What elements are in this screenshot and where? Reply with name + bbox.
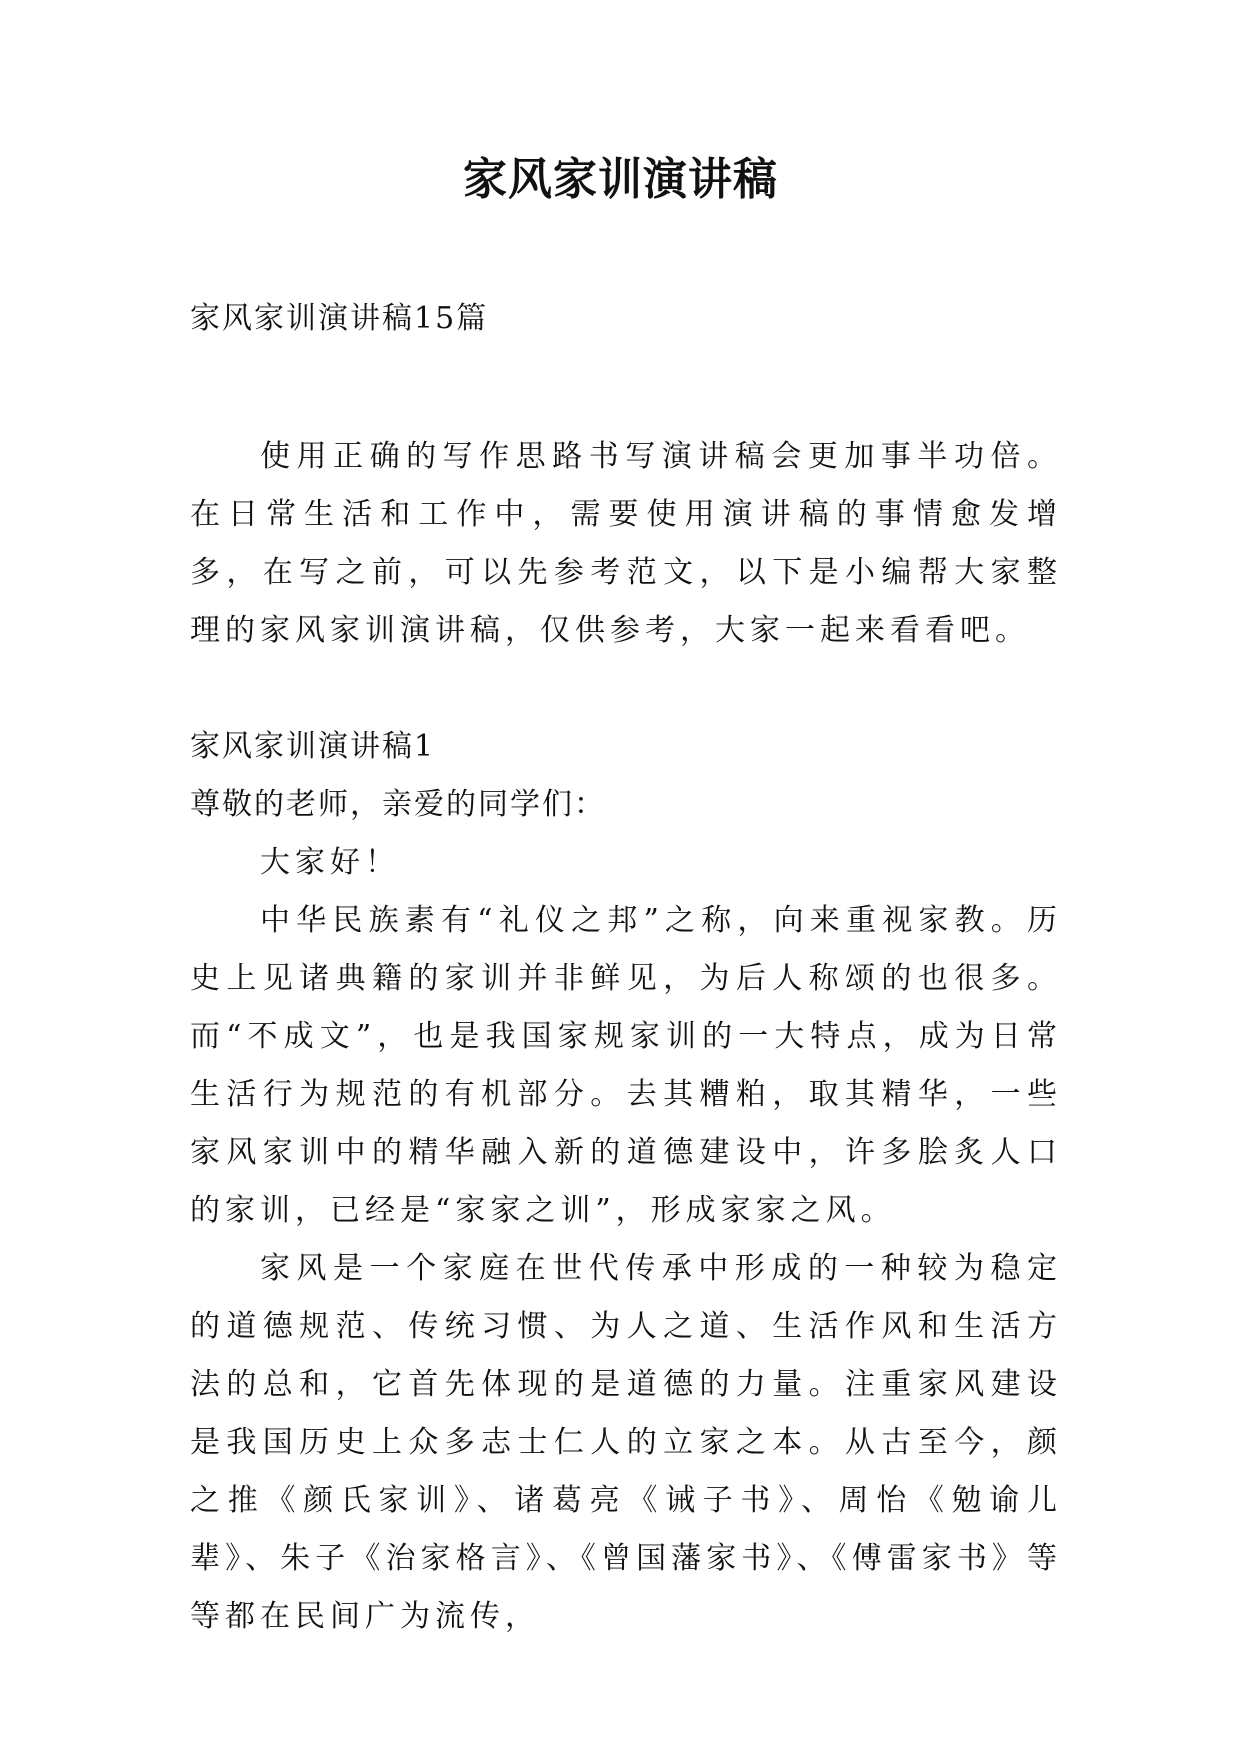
body-paragraph: 家风是一个家庭在世代传承中形成的一种较为稳定的道德规范、传统习惯、为人之道、生活作风和生活方法的总和，它首先体现的是道德的力量。注重家风建设是我国历史上众多志士仁人的立家之本。从古至今，颜之推《颜氏家训》、诸葛亮《诫子书》、周怡《勉谕儿辈》、朱子《治家格言》、《曾国藩家书》、《傅雷家书》等等都在民间广为流传，: [190, 1251, 1062, 1634]
intro-paragraph: 使用正确的写作思路书写演讲稿会更加事半功倍。在日常生活和工作中，需要使用演讲稿的事情愈发增多，在写之前，可以先参考范文，以下是小编帮大家整理的家风家训演讲稿，仅供参考，大家一起来看看吧。: [190, 439, 1062, 648]
body-paragraph: 中华民族素有“礼仪之邦”之称，向来重视家教。历史上见诸典籍的家训并非鲜见，为后人称颂的也很多。而“不成文”，也是我国家规家训的一大特点，成为日常生活行为规范的有机部分。去其糟粕，取其精华，一些家风家训中的精华融入新的道德建设中，许多脍炙人口的家训，已经是“家家之训”，形成家家之风。: [190, 903, 1062, 1228]
greeting: 大家好！: [260, 845, 400, 880]
document-body: [190, 290, 1062, 1646]
document-subtitle: 家风家训演讲稿15篇: [190, 301, 489, 336]
section-title: 家风家训演讲稿1: [190, 729, 436, 764]
document-title: 家风家训演讲稿: [463, 154, 778, 205]
salutation: 尊敬的老师，亲爱的同学们：: [190, 787, 606, 822]
